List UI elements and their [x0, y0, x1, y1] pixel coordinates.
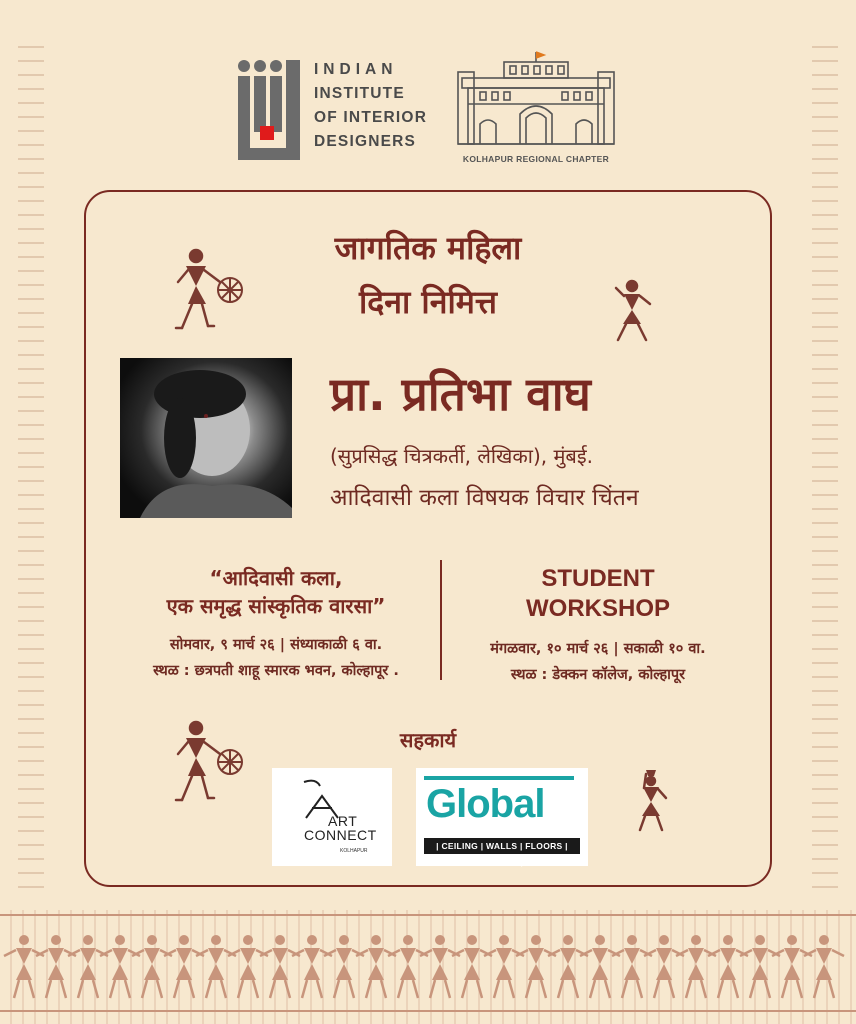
lecture-date: सोमवार, ९ मार्च २६ | संध्याकाळी ६ वा.: [169, 637, 383, 653]
left-decorative-border: [18, 40, 44, 894]
lecture-event: [116, 564, 436, 684]
global-logo: [416, 768, 588, 866]
lecture-venue: स्थळ : छत्रपती शाहू स्मारक भवन, कोल्हापूर .: [153, 663, 399, 679]
art-connect-city: KOLHAPUR: [340, 848, 368, 854]
workshop-title-line-1: STUDENT: [541, 565, 655, 592]
art-connect-wordmark: [304, 814, 377, 842]
kolhapur-chapter-logo: [448, 48, 624, 164]
warli-dance-border: [0, 910, 856, 1024]
warli-dancers-row-icon: [0, 910, 856, 1020]
speaker-portrait: [120, 358, 292, 518]
event-card: [84, 190, 772, 887]
workshop-event: [448, 564, 748, 688]
lecture-title-line-1: “आदिवासी कला,: [209, 566, 343, 590]
right-decorative-border: [812, 40, 838, 894]
title-line-1: जागतिक महिला: [334, 229, 522, 267]
global-tagline: | CEILING | WALLS | FLOORS | FACADE |: [424, 838, 580, 854]
iiid-line-2: INSTITUTE: [314, 85, 405, 102]
workshop-date: मंगळवार, १० मार्च २६ | सकाळी १० वा.: [490, 641, 706, 657]
lecture-title-line-2: एक समृद्ध सांस्कृतिक वारसा”: [166, 594, 386, 618]
workshop-title-line-2: WORKSHOP: [526, 595, 670, 622]
palace-icon: [454, 48, 618, 148]
speaker-description: (सुप्रसिद्ध चित्रकर्ती, लेखिका), मुंबई.: [330, 444, 594, 468]
workshop-venue: स्थळ : डेक्कन कॉलेज, कोल्हापूर: [510, 667, 686, 683]
iiid-logo-icon: [236, 58, 306, 164]
iiid-line-3: OF INTERIOR: [314, 109, 428, 126]
speaker-topic: आदिवासी कला विषयक विचार चिंतन: [330, 485, 639, 511]
connect-word: CONNECT: [304, 827, 377, 843]
global-wordmark: Global: [426, 782, 545, 826]
warli-pot-carrier-figure-icon: [634, 768, 670, 834]
collaboration-label: सहकार्य: [399, 728, 457, 752]
chapter-caption: KOLHAPUR REGIONAL CHAPTER: [462, 154, 610, 164]
iiid-name: [314, 58, 427, 154]
header: [0, 48, 856, 168]
art-connect-logo: [272, 768, 392, 866]
iiid-line-1: INDIAN: [314, 61, 398, 78]
global-top-bar: [424, 776, 574, 780]
warli-dancer-figure-icon: [614, 278, 654, 344]
speaker-name: प्रा. प्रतिभा वाघ: [330, 367, 591, 421]
warli-drum-figure-icon: [174, 248, 244, 334]
event-divider: [440, 560, 442, 680]
title-line-2: दिना निमित्त: [358, 283, 498, 321]
iiid-line-4: DESIGNERS: [314, 133, 417, 150]
art-word: ART: [328, 813, 358, 829]
